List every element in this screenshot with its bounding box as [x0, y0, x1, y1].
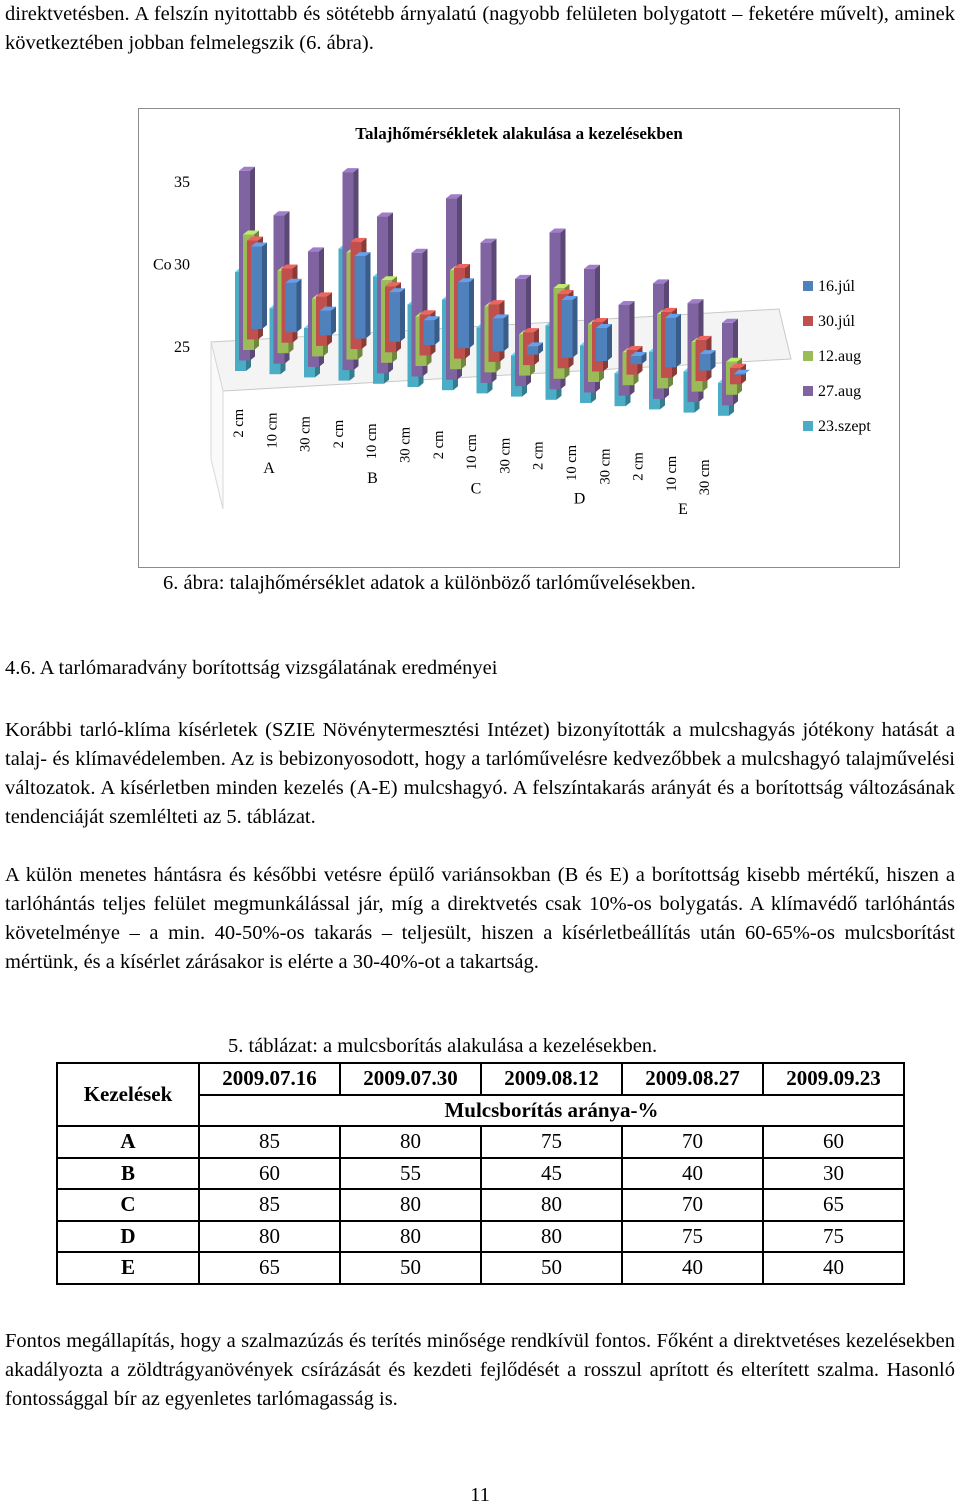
- table-row: [57, 1252, 904, 1284]
- table-cell: 60: [199, 1158, 340, 1190]
- x-tick-label: 10 cm: [663, 455, 680, 492]
- chart-bar: [596, 328, 607, 361]
- treatment-label: A: [57, 1126, 199, 1158]
- date-header: 2009.09.23: [763, 1063, 904, 1095]
- chart-bar-side: [607, 324, 612, 361]
- chart-bar: [665, 318, 676, 368]
- table-row: [57, 1221, 904, 1253]
- table-cell: 80: [340, 1126, 481, 1158]
- legend-label: 27.aug: [818, 383, 862, 400]
- chart-bar: [286, 283, 297, 333]
- table-cell: 65: [763, 1189, 904, 1221]
- chart-bar-side: [469, 278, 474, 348]
- table-cell: 30: [763, 1158, 904, 1190]
- chart-bar: [458, 282, 469, 348]
- legend-label: 23.szept: [818, 418, 871, 435]
- chart-bar: [631, 356, 642, 364]
- table-cell: 45: [481, 1158, 622, 1190]
- chart-bar-side: [297, 279, 302, 333]
- legend-swatch: [803, 386, 813, 396]
- table-cell: 85: [199, 1126, 340, 1158]
- table-row: [57, 1158, 904, 1190]
- table-cell: 40: [763, 1252, 904, 1284]
- chart-bar: [700, 354, 711, 371]
- x-tick-label: 30 cm: [397, 427, 414, 463]
- table-cell: 80: [340, 1189, 481, 1221]
- x-tick-label: 2 cm: [530, 441, 547, 470]
- date-header: 2009.07.30: [340, 1063, 481, 1095]
- legend-label: 30.júl: [818, 313, 855, 330]
- legend-swatch: [803, 281, 813, 291]
- table-cell: 75: [622, 1221, 763, 1253]
- paragraph-top: direktvetésben. A felszín nyitottabb és sötétebb árnyalatú (nagyobb felületen bolygatott – feketére művelt), aminek következtében jobban felmelegszik (6. ábra).: [5, 3, 955, 54]
- treatment-label: B: [57, 1158, 199, 1190]
- table-cell: 80: [481, 1221, 622, 1253]
- chart-bar: [251, 247, 262, 330]
- table-header-row: [57, 1063, 904, 1095]
- paragraph-2: A külön menetes hántásra és későbbi vetésre épülő variánsokban (B és E) a borítottság kisebb mértékű, hiszen a tarlóhántás teljes felület megmunkálással jár, míg a direktvetés csak 10%-os bolygatás. A klímavédő tarlóhántás követelménye – a min. 40-50%-os takarás – teljesült, hiszen a kísérletbeállítás után 60-65%-os mulcsborítást mértünk, és a kísérlet zárásakor is elérte a 30-40%-ot a takartság.: [5, 864, 955, 973]
- chart-title: Talajhőmérsékletek alakulása a kezelésekben: [355, 124, 683, 143]
- chart-bar-side: [331, 307, 336, 336]
- legend-label: 12.aug: [818, 348, 862, 365]
- x-tick-label: 10 cm: [564, 445, 580, 481]
- table-cell: 55: [340, 1158, 481, 1190]
- x-tick-label: 10 cm: [364, 423, 381, 460]
- table-cell: 65: [199, 1252, 340, 1284]
- subheader-cell: Mulcsborítás aránya-%: [199, 1095, 904, 1127]
- date-header: 2009.08.27: [622, 1063, 763, 1095]
- x-tick-label: 30 cm: [597, 448, 614, 485]
- chart-bar: [389, 292, 400, 342]
- table-cell: 40: [622, 1158, 763, 1190]
- chart-bar-side: [400, 288, 405, 342]
- chart-bar: [355, 256, 366, 339]
- row-header-cell: Kezelések: [57, 1063, 199, 1126]
- x-tick-label: 2 cm: [231, 409, 247, 438]
- group-label: E: [678, 500, 688, 518]
- chart-bar-side: [435, 316, 440, 345]
- table-cell: 75: [763, 1221, 904, 1253]
- x-tick-label: 30 cm: [497, 437, 514, 474]
- chart-bar: [527, 346, 538, 354]
- figure-caption: 6. ábra: talajhőmérséklet adatok a különböző tarlóművelésekben.: [163, 572, 696, 594]
- legend-swatch: [803, 351, 813, 361]
- table-cell: 80: [199, 1221, 340, 1253]
- chart-bar-side: [262, 243, 267, 330]
- group-label: B: [367, 470, 378, 488]
- group-label: C: [470, 480, 482, 498]
- x-tick-label: 30 cm: [297, 416, 314, 453]
- y-axis-label: Co: [153, 256, 172, 274]
- x-tick-label: 2 cm: [330, 419, 347, 449]
- x-tick-label: 30 cm: [697, 459, 714, 496]
- table-row: [57, 1189, 904, 1221]
- table-cell: 60: [763, 1126, 904, 1158]
- chart-bar-side: [676, 314, 681, 368]
- legend-swatch: [803, 316, 813, 326]
- treatment-label: D: [57, 1221, 199, 1253]
- chart-bar-side: [504, 314, 509, 351]
- chart-canvas: [139, 109, 899, 567]
- x-tick-label: 10 cm: [464, 434, 481, 471]
- table-cell: 50: [481, 1252, 622, 1284]
- table-cell: 80: [481, 1189, 622, 1221]
- y-tick-label: 25: [174, 339, 190, 356]
- chart-bar: [734, 374, 745, 375]
- table-caption: 5. táblázat: a mulcsborítás alakulása a kezelésekben.: [228, 1035, 658, 1057]
- chart-bar-side: [573, 296, 578, 358]
- table-cell: 70: [622, 1189, 763, 1221]
- treatment-label: E: [57, 1252, 199, 1284]
- table-cell: 70: [622, 1126, 763, 1158]
- y-tick-label: 35: [174, 174, 190, 191]
- x-tick-label: 2 cm: [630, 452, 647, 481]
- table-row: [57, 1126, 904, 1158]
- table-cell: 80: [340, 1221, 481, 1253]
- x-tick-label: 2 cm: [430, 430, 447, 460]
- section-heading: 4.6. A tarlómaradvány borítottság vizsgálatának eredményei: [5, 657, 498, 679]
- treatment-label: C: [57, 1189, 199, 1221]
- date-header: 2009.08.12: [481, 1063, 622, 1095]
- legend-label: 16.júl: [818, 278, 855, 295]
- y-tick-label: 30: [174, 256, 190, 274]
- paragraph-3: Fontos megállapítás, hogy a szalmazúzás és terítés minősége rendkívül fontos. Főként a direktvetéses kezelésekben akadályozta a zöldtrágyanövények csírázását és kezdeti fejlődését a rosszul aprított és elterített szalma. Hasonló fontossággal bír az egyenletes tarlómagasság is.: [5, 1330, 955, 1410]
- group-label: A: [263, 460, 275, 477]
- temperature-chart: [138, 108, 900, 568]
- table-cell: 85: [199, 1189, 340, 1221]
- mulch-table: [56, 1062, 905, 1285]
- table-cell: 40: [622, 1252, 763, 1284]
- paragraph-1: Korábbi tarló-klíma kísérletek (SZIE Növénytermesztési Intézet) bizonyították a mulcshagyás jótékony hatását a talaj- és klímavédelemben. Az is bebizonyosodott, hogy a tarlóművelésre kedvezőbbek a mulcshagyó talajművelési változatok. A kísérletben minden kezelés (A-E) mulcshagyó. A felszíntakarás arányát és a borítottság változásának tendenciáját szemlélteti az 5. táblázat.: [5, 719, 955, 828]
- chart-bar: [424, 320, 435, 345]
- chart-bar: [562, 300, 573, 358]
- chart-bar-side: [366, 252, 371, 339]
- date-header: 2009.07.16: [199, 1063, 340, 1095]
- legend-swatch: [803, 421, 813, 431]
- chart-bar: [320, 311, 331, 336]
- group-label: D: [573, 490, 586, 508]
- chart-bar: [493, 318, 504, 351]
- x-tick-label: 10 cm: [264, 412, 281, 449]
- table-cell: 75: [481, 1126, 622, 1158]
- table-cell: 50: [340, 1252, 481, 1284]
- page-number: 11: [470, 1484, 490, 1506]
